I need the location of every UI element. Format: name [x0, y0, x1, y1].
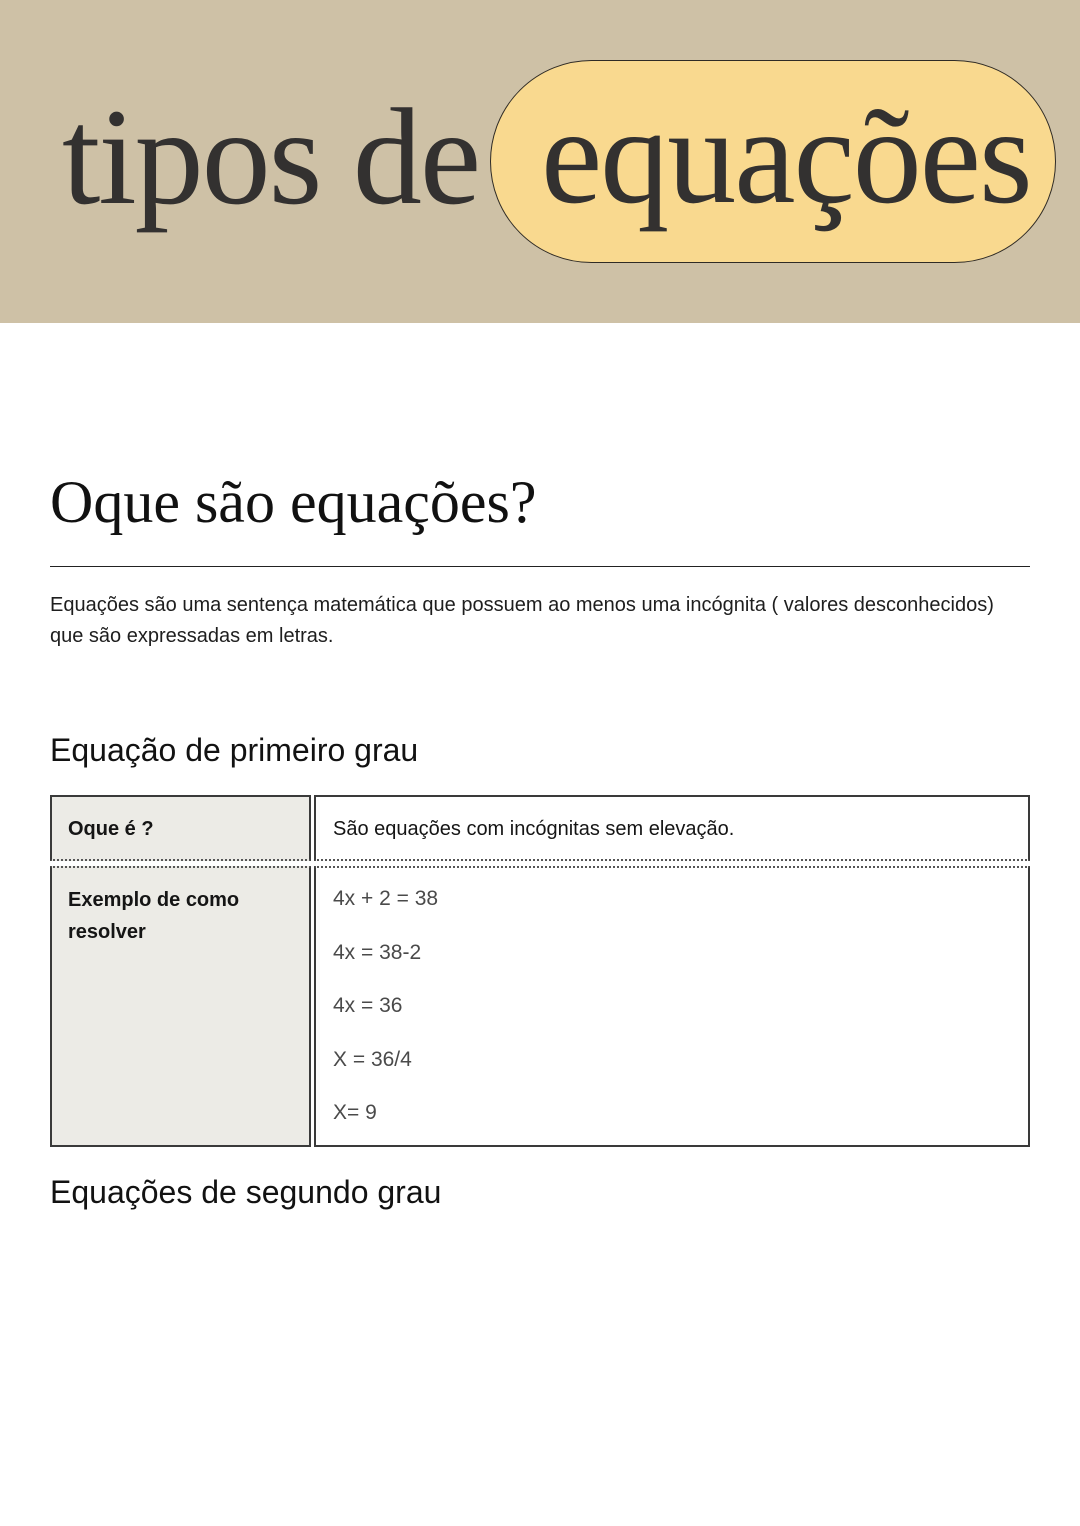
solution-step: 4x + 2 = 38 [333, 887, 439, 910]
table-row-example-label-cell [50, 866, 311, 1147]
title-highlight: equações [541, 79, 1031, 232]
row-label: Exemplo de como resolver [68, 889, 240, 943]
table-row-what-value-cell [314, 795, 1030, 861]
title-plain: tipos de [62, 80, 480, 233]
intro-paragraph: Equações são uma sentença matemática que possuem ao menos uma incógnita ( valores desconhecidos) que são expressadas em letras. [50, 594, 994, 647]
title-banner [0, 0, 1080, 323]
solution-steps [333, 883, 438, 1151]
second-degree-heading: Equações de segundo grau [50, 1174, 442, 1210]
solution-step: 4x = 38-2 [333, 940, 422, 964]
solution-step: X= 9 [333, 1101, 377, 1124]
row-value: São equações com incógnitas sem elevação. [333, 818, 735, 840]
solution-step: 4x = 36 [333, 994, 403, 1017]
table-row-example-value-cell [314, 866, 1030, 1147]
divider [50, 566, 1030, 567]
table-row-what-label-cell [50, 795, 311, 861]
row-label: Oque é ? [68, 818, 154, 840]
first-degree-heading: Equação de primeiro grau [50, 732, 419, 768]
title-highlight-pill [490, 60, 1056, 263]
solution-step: X = 36/4 [333, 1047, 412, 1071]
intro-heading: Oque são equações? [50, 469, 537, 535]
